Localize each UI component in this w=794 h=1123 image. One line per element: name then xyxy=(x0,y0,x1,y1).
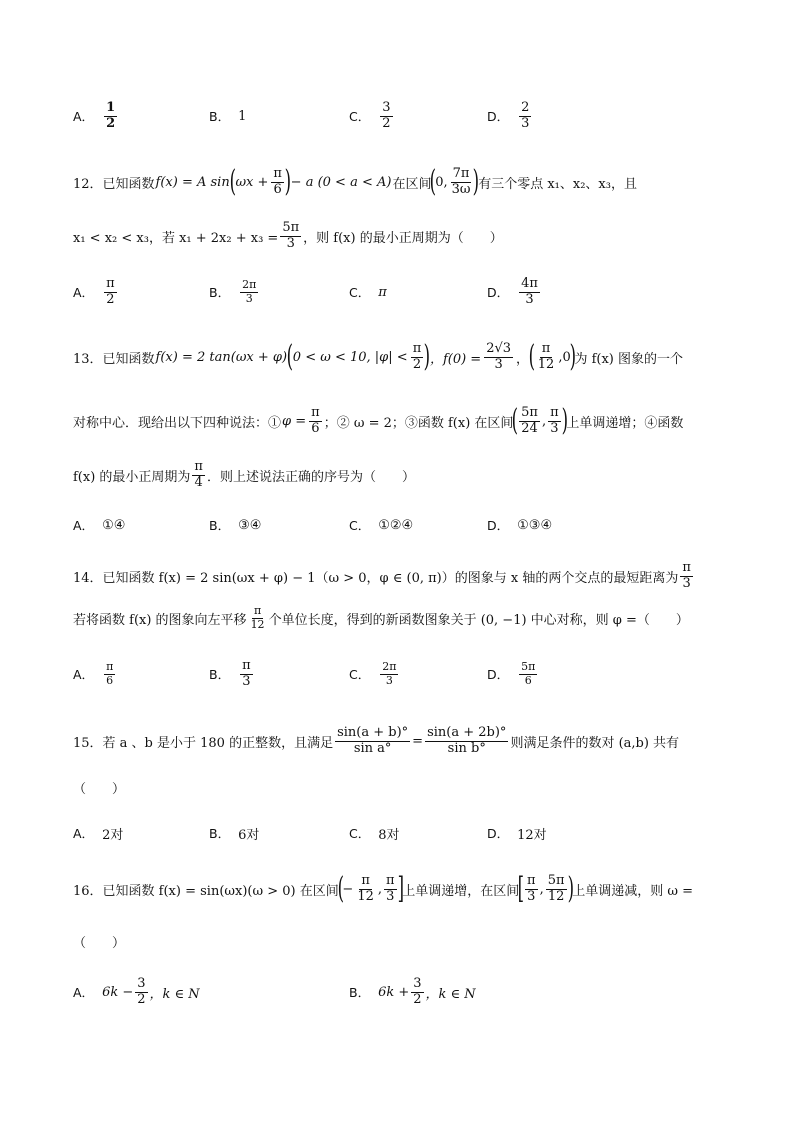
q16-line1: 16．已知函数 f(x) = sin(ωx)(ω > 0) 在区间 ( − $\frac{\pi}{12}$ , $\frac{\pi}{3}$ ] 上单调递增，在区间 [ $\frac{\pi}{3}$ , $\frac{5\pi}{12}$ ) 上单调递减，则 ω = xyxy=(73,871,694,906)
q15-option-d: D． 12对 xyxy=(487,826,547,843)
q11-option-d: D． $\frac{2}{3}$ xyxy=(487,99,530,131)
fraction: $\frac{\pi}{3}$ xyxy=(386,872,395,904)
fraction: $\frac{\sin(a + b)^\circ}{\text{sin a°}}$ xyxy=(337,724,409,756)
q11-option-b: B． 1 xyxy=(209,108,247,124)
fraction: $\frac{\pi}{12}$ xyxy=(250,603,265,631)
fraction: $\frac{\pi}{3}$ xyxy=(550,404,559,436)
q15-option-a: A． 2对 xyxy=(73,826,124,843)
fraction: $\frac{5\pi}{24}$ xyxy=(521,404,538,436)
q11-option-c: C． $\frac{3}{2}$ xyxy=(349,99,391,131)
q16-line2: （ ） xyxy=(73,935,126,951)
fraction: $\frac{5\pi}{3}$ xyxy=(282,219,300,251)
fraction: $\frac{1}{2}$ xyxy=(106,99,116,131)
fraction: $\frac{3}{2}$ xyxy=(382,99,391,131)
q14-option-c: C． $\frac{2\pi}{3}$ xyxy=(349,659,397,687)
q12-option-d: D． $\frac{4\pi}{3}$ xyxy=(487,275,538,307)
q13-option-c: C． ①②④ xyxy=(349,517,414,533)
q12-option-c: C． π xyxy=(349,284,387,300)
q15-line1: 15．若 a 、b 是小于 180 的正整数，且满足 $\frac{\sin(a + b)^\circ}{\text{sin a°}}$ = $\frac{\sin(a + 2b)^\circ}{\text{sin b°}}$ 则满足条件的数对 (a,b) 共有 xyxy=(73,724,680,756)
q12-line1: 12．已知函数 f(x) = A sin ( ωx + $\frac{\pi}{6}$ ) − a (0 < a < A) 在区间 ( 0, $\frac{7\pi}{3\omega}$ ) 有三个零点 x₁、x₂、x₃，且 xyxy=(73,164,637,199)
fraction: $\frac{\pi}{6}$ xyxy=(311,404,320,436)
q14-option-b: B． $\frac{\pi}{3}$ xyxy=(209,657,251,689)
fraction: $\frac{\pi}{6}$ xyxy=(273,165,282,197)
fraction: $\frac{\pi}{3}$ xyxy=(527,872,536,904)
q14-line2: 若将函数 f(x) 的图象向左平移 $\frac{\pi}{12}$ 个单位长度，得到的新函数图象关于 (0, −1) 中心对称，则 φ =（ ） xyxy=(73,603,689,631)
q14-option-a: A． $\frac{\pi}{6}$ xyxy=(73,659,114,687)
fraction: $\frac{\pi}{4}$ xyxy=(194,458,203,490)
q15-option-b: B． 6对 xyxy=(209,826,260,843)
fraction: $\frac{5\pi}{6}$ xyxy=(521,659,536,687)
q12-option-a: A． $\frac{\pi}{2}$ xyxy=(73,275,115,307)
q13-line3: f(x) 的最小正周期为 $\frac{\pi}{4}$ ．则上述说法正确的序号为（ ） xyxy=(73,458,415,490)
q13-line2: 对称中心．现给出以下四种说法：① φ = $\frac{\pi}{6}$ ；② ω = 2；③函数 f(x) 在区间 ( $\frac{5\pi}{24}$ , $\frac{\pi}{3}$ ) 上单调递增；④函数 xyxy=(73,403,684,438)
q13-option-d: D． ①③④ xyxy=(487,517,553,533)
q16-option-a: A． 6k − $\frac{3}{2}$ ，k ∈ N xyxy=(73,975,200,1007)
fraction: $\frac{\pi}{2}$ xyxy=(412,340,422,372)
fraction: $\frac{3}{2}$ xyxy=(413,975,422,1007)
fraction: $\frac{7\pi}{3\omega}$ xyxy=(451,165,471,197)
fraction: $\frac{2\pi}{3}$ xyxy=(242,277,257,305)
q15-option-c: C． 8对 xyxy=(349,826,400,843)
q15-line2: （ ） xyxy=(73,781,126,797)
fraction: $\frac{5\pi}{12}$ xyxy=(547,872,565,904)
q12-line2: x₁ < x₂ < x₃，若 x₁ + 2x₂ + x₃ = $\frac{5\pi}{3}$ ，则 f(x) 的最小正周期为（ ） xyxy=(73,219,503,251)
fraction: $\frac{2}{3}$ xyxy=(521,99,530,131)
fraction: $\frac{\pi}{12}$ xyxy=(357,872,374,904)
fraction: $\frac{\pi}{3}$ xyxy=(682,559,691,591)
q14-line1: 14．已知函数 f(x) = 2 sin(ωx + φ) − 1（ω > 0，φ ∈ (0, π)）的图象与 x 轴的两个交点的最短距离为 $\frac{\pi}{3}$ xyxy=(73,559,691,591)
fraction: $\frac{\pi}{2}$ xyxy=(106,275,115,307)
q12-option-b: B． $\frac{2\pi}{3}$ xyxy=(209,277,257,305)
fraction: $\frac{\pi}{12}$ xyxy=(537,340,555,372)
q13-line1: 13．已知函数 f(x) = 2 tan(ωx + φ) ( 0 < ω < 10, |φ| < $\frac{\pi}{2}$ ) ，f(0) = $\frac{2√3}{3}$ ， ( $\frac{\pi}{12}$ ,0 ) 为 f(x) 图象的一个 xyxy=(73,339,684,374)
q11-option-a: A． $\frac{1}{2}$ xyxy=(73,99,116,131)
fraction: $\frac{\pi}{6}$ xyxy=(106,659,114,687)
fraction: $\frac{3}{2}$ xyxy=(137,975,146,1007)
q16-option-b: B． 6k + $\frac{3}{2}$ ，k ∈ N xyxy=(349,975,476,1007)
fraction: $\frac{4\pi}{3}$ xyxy=(521,275,538,307)
fraction: $\frac{\pi}{3}$ xyxy=(242,657,251,689)
fraction: $\frac{2\pi}{3}$ xyxy=(382,659,397,687)
q14-option-d: D． $\frac{5\pi}{6}$ xyxy=(487,659,536,687)
fraction: $\frac{2√3}{3}$ xyxy=(486,340,512,372)
fraction: $\frac{\sin(a + 2b)^\circ}{\text{sin b°}}$ xyxy=(427,724,507,756)
q13-option-a: A． ①④ xyxy=(73,517,126,533)
q13-option-b: B． ③④ xyxy=(209,517,262,533)
